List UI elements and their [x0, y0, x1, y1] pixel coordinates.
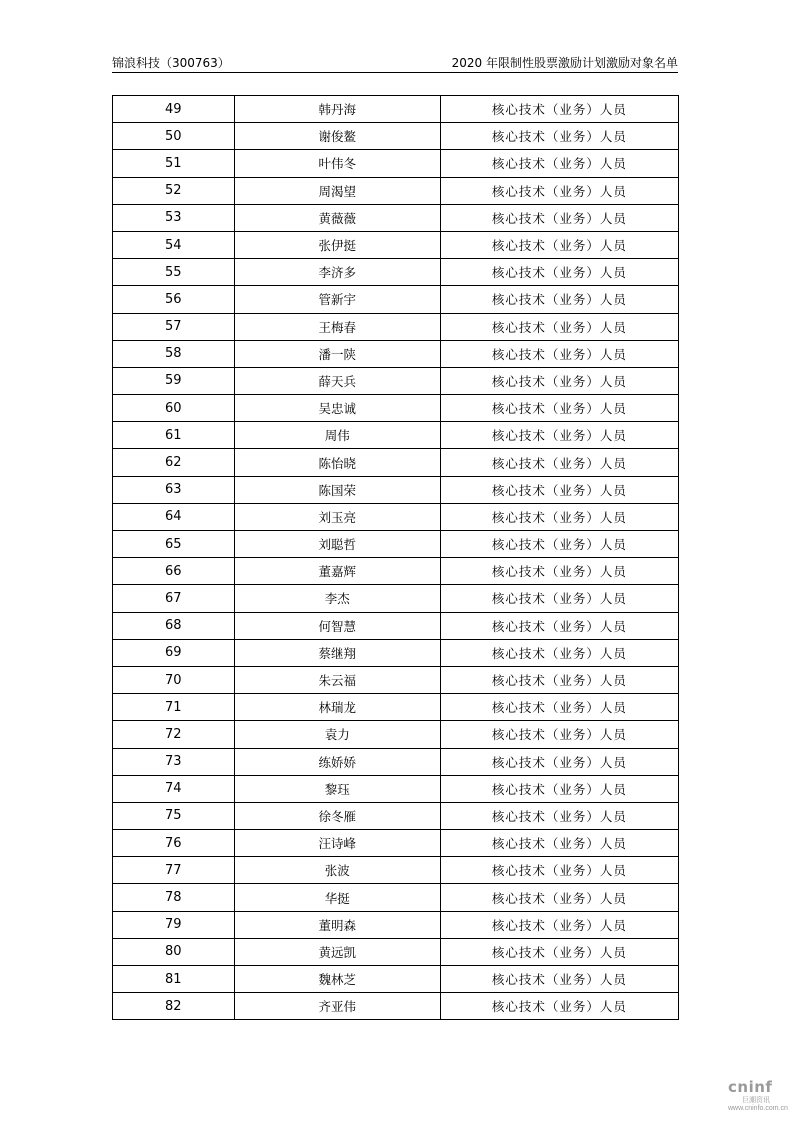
employee-name: 陈国荣 [234, 476, 440, 503]
row-number: 77 [113, 857, 235, 884]
employee-name: 陈怡晓 [234, 449, 440, 476]
employee-name: 董明森 [234, 911, 440, 938]
employee-name: 刘玉亮 [234, 503, 440, 530]
employee-name: 何智慧 [234, 612, 440, 639]
employee-name: 齐亚伟 [234, 993, 440, 1020]
employee-role: 核心技术（业务）人员 [440, 367, 678, 394]
employee-role: 核心技术（业务）人员 [440, 721, 678, 748]
table-row [113, 911, 679, 938]
employee-name: 潘一陕 [234, 340, 440, 367]
row-number: 50 [113, 123, 235, 150]
employee-role: 核心技术（业务）人员 [440, 313, 678, 340]
employee-role: 核心技术（业务）人员 [440, 503, 678, 530]
table-row [113, 449, 679, 476]
employee-name: 张波 [234, 857, 440, 884]
employee-name: 谢俊鳌 [234, 123, 440, 150]
row-number: 75 [113, 802, 235, 829]
row-number: 58 [113, 340, 235, 367]
employee-name: 王梅春 [234, 313, 440, 340]
employee-role: 核心技术（业务）人员 [440, 748, 678, 775]
row-number: 76 [113, 830, 235, 857]
logo-url: www.cninfo.com.cn [728, 1105, 788, 1112]
table-row [113, 775, 679, 802]
row-number: 78 [113, 884, 235, 911]
employee-role: 核心技术（业务）人员 [440, 150, 678, 177]
employee-name: 董嘉辉 [234, 558, 440, 585]
page-header [112, 52, 678, 73]
employee-name: 袁力 [234, 721, 440, 748]
table-row [113, 639, 679, 666]
employee-role: 核心技术（业务）人员 [440, 666, 678, 693]
table-row [113, 395, 679, 422]
employee-name: 李济多 [234, 259, 440, 286]
employee-role: 核心技术（业务）人员 [440, 830, 678, 857]
table-row [113, 694, 679, 721]
row-number: 60 [113, 395, 235, 422]
row-number: 71 [113, 694, 235, 721]
table-row [113, 830, 679, 857]
table-row [113, 340, 679, 367]
table-row [113, 259, 679, 286]
row-number: 67 [113, 585, 235, 612]
employee-name: 周伟 [234, 422, 440, 449]
table-row [113, 857, 679, 884]
employee-name: 华挺 [234, 884, 440, 911]
row-number: 64 [113, 503, 235, 530]
employee-name: 叶伟冬 [234, 150, 440, 177]
table-row [113, 612, 679, 639]
logo-mark: cninf [728, 1078, 773, 1096]
employee-role: 核心技术（业务）人员 [440, 938, 678, 965]
row-number: 54 [113, 231, 235, 258]
employee-role: 核心技术（业务）人员 [440, 259, 678, 286]
table-row [113, 177, 679, 204]
row-number: 61 [113, 422, 235, 449]
employee-name: 徐冬雁 [234, 802, 440, 829]
row-number: 62 [113, 449, 235, 476]
table-row [113, 585, 679, 612]
employee-name: 薛天兵 [234, 367, 440, 394]
employee-role: 核心技术（业务）人员 [440, 993, 678, 1020]
row-number: 55 [113, 259, 235, 286]
employee-role: 核心技术（业务）人员 [440, 395, 678, 422]
table-row [113, 422, 679, 449]
employee-role: 核心技术（业务）人员 [440, 531, 678, 558]
employee-role: 核心技术（业务）人员 [440, 177, 678, 204]
employee-name: 朱云福 [234, 666, 440, 693]
employee-role: 核心技术（业务）人员 [440, 96, 678, 123]
row-number: 80 [113, 938, 235, 965]
logo-cn-text: 巨潮资讯 [742, 1096, 770, 1104]
row-number: 51 [113, 150, 235, 177]
employee-name: 黄薇薇 [234, 204, 440, 231]
employee-name: 蔡继翔 [234, 639, 440, 666]
row-number: 66 [113, 558, 235, 585]
employee-role: 核心技术（业务）人员 [440, 286, 678, 313]
row-number: 59 [113, 367, 235, 394]
employee-name: 张伊挺 [234, 231, 440, 258]
row-number: 53 [113, 204, 235, 231]
employee-name: 黄远凯 [234, 938, 440, 965]
table-row [113, 993, 679, 1020]
row-number: 82 [113, 993, 235, 1020]
incentive-roster-table [112, 95, 679, 1020]
table-row [113, 231, 679, 258]
row-number: 74 [113, 775, 235, 802]
employee-name: 魏林芝 [234, 966, 440, 993]
table-row [113, 938, 679, 965]
employee-role: 核心技术（业务）人员 [440, 612, 678, 639]
table-row [113, 884, 679, 911]
employee-name: 黎珏 [234, 775, 440, 802]
employee-role: 核心技术（业务）人员 [440, 558, 678, 585]
employee-name: 练娇娇 [234, 748, 440, 775]
row-number: 63 [113, 476, 235, 503]
table-row [113, 666, 679, 693]
row-number: 68 [113, 612, 235, 639]
table-row [113, 503, 679, 530]
table-row [113, 313, 679, 340]
employee-name: 汪诗峰 [234, 830, 440, 857]
employee-name: 林瑞龙 [234, 694, 440, 721]
table-row [113, 476, 679, 503]
table-row [113, 286, 679, 313]
employee-role: 核心技术（业务）人员 [440, 639, 678, 666]
row-number: 57 [113, 313, 235, 340]
employee-role: 核心技术（业务）人员 [440, 857, 678, 884]
row-number: 72 [113, 721, 235, 748]
table-row [113, 748, 679, 775]
table-row [113, 204, 679, 231]
roster-body [113, 96, 679, 1020]
table-row [113, 123, 679, 150]
table-row [113, 802, 679, 829]
row-number: 49 [113, 96, 235, 123]
employee-role: 核心技术（业务）人员 [440, 476, 678, 503]
employee-role: 核心技术（业务）人员 [440, 422, 678, 449]
employee-role: 核心技术（业务）人员 [440, 775, 678, 802]
table-row [113, 966, 679, 993]
row-number: 70 [113, 666, 235, 693]
employee-name: 管新宇 [234, 286, 440, 313]
table-row [113, 531, 679, 558]
row-number: 73 [113, 748, 235, 775]
employee-name: 李杰 [234, 585, 440, 612]
table-row [113, 96, 679, 123]
employee-role: 核心技术（业务）人员 [440, 340, 678, 367]
table-row [113, 367, 679, 394]
row-number: 65 [113, 531, 235, 558]
employee-role: 核心技术（业务）人员 [440, 231, 678, 258]
employee-role: 核心技术（业务）人员 [440, 449, 678, 476]
employee-role: 核心技术（业务）人员 [440, 884, 678, 911]
row-number: 81 [113, 966, 235, 993]
employee-role: 核心技术（业务）人员 [440, 966, 678, 993]
employee-name: 周渴望 [234, 177, 440, 204]
table-row [113, 150, 679, 177]
employee-role: 核心技术（业务）人员 [440, 585, 678, 612]
row-number: 56 [113, 286, 235, 313]
cninfo-logo [728, 1078, 794, 1118]
employee-name: 吴忠诚 [234, 395, 440, 422]
employee-role: 核心技术（业务）人员 [440, 123, 678, 150]
employee-role: 核心技术（业务）人员 [440, 204, 678, 231]
employee-role: 核心技术（业务）人员 [440, 694, 678, 721]
document-title: 2020 年限制性股票激励计划激励对象名单 [451, 56, 678, 70]
employee-name: 韩丹海 [234, 96, 440, 123]
table-row [113, 558, 679, 585]
row-number: 52 [113, 177, 235, 204]
row-number: 69 [113, 639, 235, 666]
company-name: 锦浪科技（300763） [112, 56, 230, 70]
employee-name: 刘聪哲 [234, 531, 440, 558]
employee-role: 核心技术（业务）人员 [440, 911, 678, 938]
employee-role: 核心技术（业务）人员 [440, 802, 678, 829]
row-number: 79 [113, 911, 235, 938]
table-row [113, 721, 679, 748]
